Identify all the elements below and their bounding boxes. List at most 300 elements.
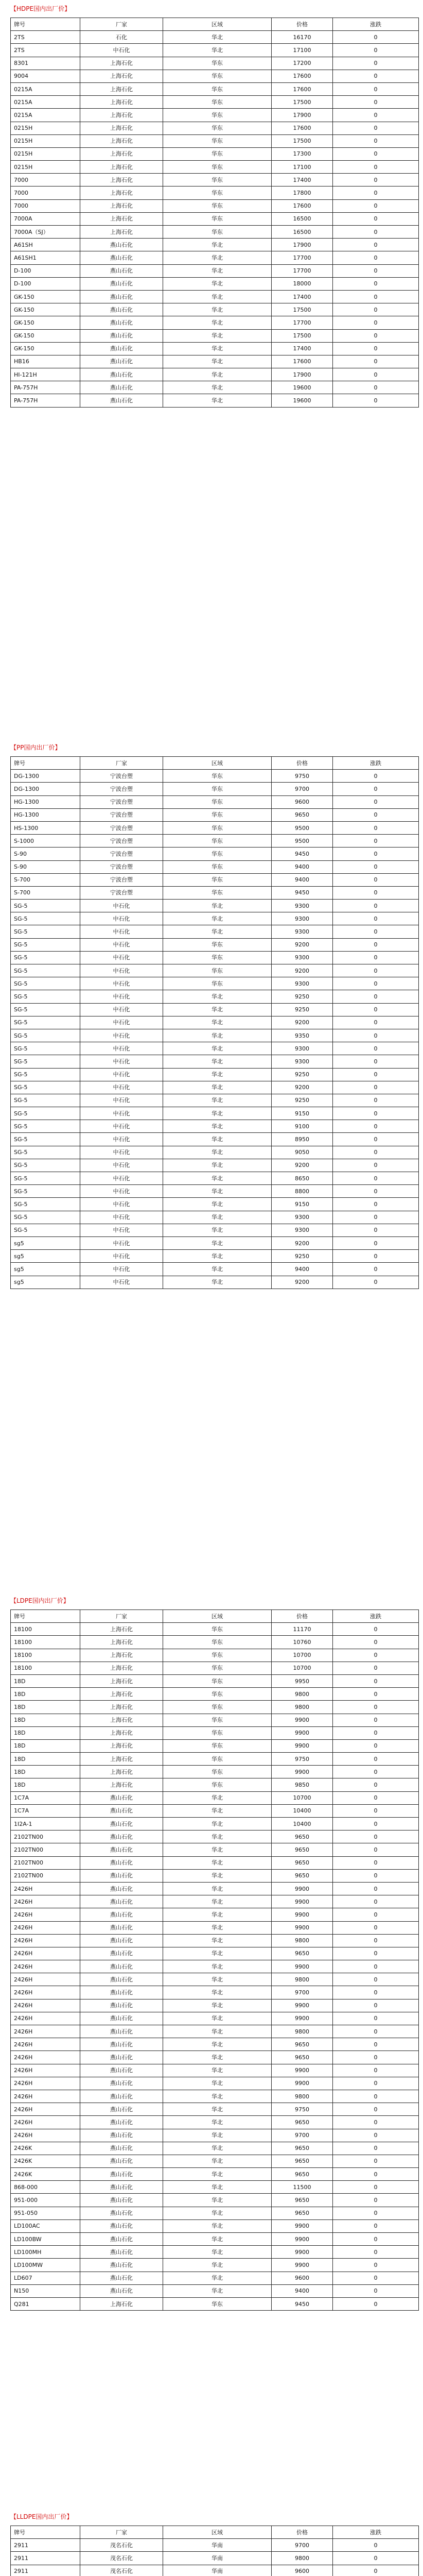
factory-cell: 燕山石化: [80, 303, 163, 316]
change-cell: 0: [333, 2565, 419, 2576]
price-cell: 8650: [272, 1172, 333, 1185]
table-row: [11, 2233, 419, 2246]
factory-cell: 上海石化: [80, 161, 163, 174]
price-cell: 9900: [272, 1739, 333, 1752]
table-row: [11, 835, 419, 848]
region-cell: 华北: [163, 2272, 272, 2284]
price-cell: 9400: [272, 873, 333, 886]
price-cell: 9200: [272, 964, 333, 977]
price-cell: 17500: [272, 134, 333, 147]
price-cell: 9300: [272, 1224, 333, 1236]
factory-cell: 燕山石化: [80, 1908, 163, 1921]
change-cell: 0: [333, 226, 419, 239]
region-cell: 华东: [163, 70, 272, 82]
table-row: [11, 1159, 419, 1172]
table-header-row: [11, 1610, 419, 1623]
region-cell: 华北: [163, 1029, 272, 1042]
table-row: [11, 1107, 419, 1120]
change-cell: 0: [333, 1636, 419, 1649]
table-row: [11, 2155, 419, 2167]
factory-cell: 上海石化: [80, 1739, 163, 1752]
change-cell: 0: [333, 2142, 419, 2155]
factory-cell: 上海石化: [80, 1726, 163, 1739]
grade-cell: 0215H: [11, 147, 80, 160]
grade-cell: 951-000: [11, 2194, 80, 2207]
header-grade: 牌号: [11, 2526, 80, 2539]
price-cell: 9650: [272, 2142, 333, 2155]
table-row: [11, 109, 419, 122]
change-cell: 0: [333, 31, 419, 44]
price-cell: 9900: [272, 1726, 333, 1739]
table-row: [11, 161, 419, 174]
change-cell: 0: [333, 795, 419, 808]
header-region: 区域: [163, 1610, 272, 1623]
grade-cell: 0215H: [11, 134, 80, 147]
factory-cell: 上海石化: [80, 226, 163, 239]
factory-cell: 上海石化: [80, 109, 163, 122]
region-cell: 华北: [163, 264, 272, 277]
table-row: [11, 964, 419, 977]
table-row: [11, 1986, 419, 1999]
price-cell: 10700: [272, 1662, 333, 1674]
table-row: [11, 848, 419, 860]
factory-cell: 燕山石化: [80, 2064, 163, 2077]
region-cell: 华东: [163, 860, 272, 873]
change-cell: 0: [333, 1753, 419, 1766]
price-cell: 9650: [272, 2038, 333, 2051]
region-cell: 华东: [163, 1778, 272, 1791]
change-cell: 0: [333, 2272, 419, 2284]
change-cell: 0: [333, 1068, 419, 1081]
table-row: [11, 977, 419, 990]
region-cell: 华北: [163, 1831, 272, 1843]
table-row: [11, 925, 419, 938]
factory-cell: 宁波台塑: [80, 873, 163, 886]
table-row: [11, 2064, 419, 2077]
factory-cell: 燕山石化: [80, 1869, 163, 1882]
region-cell: 华东: [163, 147, 272, 160]
grade-cell: sg5: [11, 1236, 80, 1249]
grade-cell: 18D: [11, 1701, 80, 1714]
region-cell: 华北: [163, 1882, 272, 1895]
change-cell: 0: [333, 70, 419, 82]
price-cell: 9900: [272, 1766, 333, 1778]
region-cell: 华东: [163, 795, 272, 808]
header-factory: 厂家: [80, 757, 163, 770]
factory-cell: 燕山石化: [80, 1973, 163, 1986]
grade-cell: GK-150: [11, 303, 80, 316]
table-row: [11, 1211, 419, 1224]
factory-cell: 上海石化: [80, 96, 163, 109]
change-cell: 0: [333, 1739, 419, 1752]
factory-cell: 中石化: [80, 938, 163, 951]
table-row: [11, 886, 419, 899]
table-row: [11, 1791, 419, 1804]
region-cell: 华北: [163, 2064, 272, 2077]
grade-cell: 2TS: [11, 44, 80, 57]
region-cell: 华北: [163, 1973, 272, 1986]
price-cell: 9250: [272, 990, 333, 1003]
region-cell: 华东: [163, 1636, 272, 1649]
table-row: [11, 1055, 419, 1068]
change-cell: 0: [333, 381, 419, 394]
region-cell: 华东: [163, 1688, 272, 1701]
change-cell: 0: [333, 1649, 419, 1662]
grade-cell: GK-150: [11, 342, 80, 355]
price-cell: 9400: [272, 2284, 333, 2297]
region-cell: 华北: [163, 1120, 272, 1133]
change-cell: 0: [333, 82, 419, 95]
change-cell: 0: [333, 1947, 419, 1960]
table-row: [11, 1753, 419, 1766]
grade-cell: SG-5: [11, 1211, 80, 1224]
table-row: [11, 1133, 419, 1146]
table-header-row: [11, 757, 419, 770]
grade-cell: 951-050: [11, 2207, 80, 2219]
region-cell: 华东: [163, 873, 272, 886]
change-cell: 0: [333, 1094, 419, 1107]
section-title: 【LLDPE国内出厂价】: [10, 2513, 73, 2520]
grade-cell: sg5: [11, 1276, 80, 1289]
region-cell: 华北: [163, 1999, 272, 2012]
table-row: [11, 303, 419, 316]
price-cell: 9250: [272, 1068, 333, 1081]
grade-cell: GK-150: [11, 316, 80, 329]
factory-cell: 燕山石化: [80, 2090, 163, 2103]
change-cell: 0: [333, 174, 419, 187]
factory-cell: 燕山石化: [80, 2168, 163, 2181]
price-cell: 9100: [272, 1120, 333, 1133]
price-cell: 17900: [272, 109, 333, 122]
grade-cell: SG-5: [11, 1185, 80, 1198]
region-cell: 华东: [163, 134, 272, 147]
table-row: [11, 2181, 419, 2194]
table-row: [11, 277, 419, 290]
factory-cell: 宁波台塑: [80, 770, 163, 783]
region-cell: 华北: [163, 2077, 272, 2090]
factory-cell: 茂名石化: [80, 2565, 163, 2576]
change-cell: 0: [333, 1843, 419, 1856]
header-region: 区域: [163, 18, 272, 31]
change-cell: 0: [333, 1766, 419, 1778]
change-cell: 0: [333, 912, 419, 925]
grade-cell: 2426H: [11, 2051, 80, 2064]
table-row: [11, 1662, 419, 1674]
factory-cell: 燕山石化: [80, 329, 163, 342]
factory-cell: 中石化: [80, 977, 163, 990]
price-cell: 9650: [272, 2116, 333, 2129]
region-cell: 华北: [163, 2051, 272, 2064]
header-change: 涨跌: [333, 757, 419, 770]
price-cell: 9900: [272, 1714, 333, 1726]
grade-cell: 18D: [11, 1674, 80, 1687]
region-cell: 华北: [163, 1250, 272, 1263]
factory-cell: 上海石化: [80, 199, 163, 212]
region-cell: 华北: [163, 1016, 272, 1029]
region-cell: 华北: [163, 1856, 272, 1869]
region-cell: 华北: [163, 2155, 272, 2167]
change-cell: 0: [333, 1120, 419, 1133]
factory-cell: 燕山石化: [80, 2025, 163, 2038]
region-cell: 华东: [163, 122, 272, 134]
price-cell: 16170: [272, 31, 333, 44]
region-cell: 华北: [163, 2090, 272, 2103]
factory-cell: 燕山石化: [80, 239, 163, 251]
factory-cell: 中石化: [80, 1068, 163, 1081]
grade-cell: 18D: [11, 1688, 80, 1701]
grade-cell: 2426H: [11, 1895, 80, 1908]
region-cell: 华东: [163, 770, 272, 783]
region-cell: 华东: [163, 187, 272, 199]
region-cell: 华北: [163, 2142, 272, 2155]
price-cell: 17600: [272, 70, 333, 82]
price-cell: 8950: [272, 1133, 333, 1146]
region-cell: 华南: [163, 2552, 272, 2565]
grade-cell: SG-5: [11, 1003, 80, 1016]
factory-cell: 中石化: [80, 1107, 163, 1120]
grade-cell: HG-1300: [11, 808, 80, 821]
header-change: 涨跌: [333, 2526, 419, 2539]
header-region: 区域: [163, 2526, 272, 2539]
change-cell: 0: [333, 1674, 419, 1687]
table-row: [11, 951, 419, 964]
region-cell: 华北: [163, 1818, 272, 1831]
table-row: [11, 1688, 419, 1701]
table-row: [11, 1198, 419, 1211]
table-row: [11, 860, 419, 873]
factory-cell: 燕山石化: [80, 2155, 163, 2167]
change-cell: 0: [333, 1003, 419, 1016]
factory-cell: 燕山石化: [80, 2129, 163, 2142]
factory-cell: 上海石化: [80, 1701, 163, 1714]
change-cell: 0: [333, 951, 419, 964]
region-cell: 华北: [163, 1869, 272, 1882]
price-cell: 9250: [272, 1250, 333, 1263]
price-cell: 17100: [272, 44, 333, 57]
factory-cell: 宁波台塑: [80, 808, 163, 821]
grade-cell: S-700: [11, 873, 80, 886]
grade-cell: 2102TN00: [11, 1843, 80, 1856]
price-cell: 9450: [272, 848, 333, 860]
region-cell: 华东: [163, 1714, 272, 1726]
grade-cell: SG-5: [11, 1029, 80, 1042]
table-row: [11, 2051, 419, 2064]
change-cell: 0: [333, 2103, 419, 2116]
change-cell: 0: [333, 1714, 419, 1726]
factory-cell: 燕山石化: [80, 2142, 163, 2155]
region-cell: 华东: [163, 57, 272, 70]
change-cell: 0: [333, 1856, 419, 1869]
grade-cell: GK-150: [11, 329, 80, 342]
grade-cell: 0215A: [11, 96, 80, 109]
region-cell: 华南: [163, 2539, 272, 2552]
region-cell: 华东: [163, 109, 272, 122]
grade-cell: SG-5: [11, 951, 80, 964]
region-cell: 华东: [163, 977, 272, 990]
factory-cell: 燕山石化: [80, 342, 163, 355]
grade-cell: SG-5: [11, 1042, 80, 1055]
factory-cell: 燕山石化: [80, 2051, 163, 2064]
region-cell: 华东: [163, 199, 272, 212]
table-row: [11, 264, 419, 277]
region-cell: 华东: [163, 1649, 272, 1662]
region-cell: 华北: [163, 912, 272, 925]
change-cell: 0: [333, 303, 419, 316]
change-cell: 0: [333, 1236, 419, 1249]
region-cell: 华北: [163, 329, 272, 342]
region-cell: 华北: [163, 990, 272, 1003]
price-cell: 19600: [272, 394, 333, 407]
price-cell: 9650: [272, 2155, 333, 2167]
region-cell: 华北: [163, 1934, 272, 1947]
change-cell: 0: [333, 355, 419, 368]
region-cell: 华北: [163, 1804, 272, 1817]
change-cell: 0: [333, 848, 419, 860]
change-cell: 0: [333, 96, 419, 109]
factory-cell: 中石化: [80, 1224, 163, 1236]
price-cell: 9350: [272, 1029, 333, 1042]
price-cell: 9650: [272, 1869, 333, 1882]
table-row: [11, 82, 419, 95]
region-cell: 华东: [163, 174, 272, 187]
factory-cell: 上海石化: [80, 1714, 163, 1726]
grade-cell: LD100MH: [11, 2246, 80, 2259]
table-row: [11, 2272, 419, 2284]
region-cell: 华北: [163, 1172, 272, 1185]
price-cell: 17800: [272, 187, 333, 199]
grade-cell: 2TS: [11, 31, 80, 44]
factory-cell: 燕山石化: [80, 277, 163, 290]
region-cell: 华北: [163, 368, 272, 381]
table-row: [11, 316, 419, 329]
price-cell: 9250: [272, 1003, 333, 1016]
price-cell: 9900: [272, 1882, 333, 1895]
change-cell: 0: [333, 2012, 419, 2025]
price-cell: 9800: [272, 1701, 333, 1714]
price-cell: 9650: [272, 2194, 333, 2207]
factory-cell: 上海石化: [80, 2297, 163, 2310]
region-cell: 华北: [163, 2103, 272, 2116]
change-cell: 0: [333, 1791, 419, 1804]
grade-cell: D-100: [11, 277, 80, 290]
grade-cell: 2426H: [11, 1986, 80, 1999]
price-cell: 9800: [272, 1934, 333, 1947]
grade-cell: DG-1300: [11, 770, 80, 783]
grade-cell: 2426H: [11, 1947, 80, 1960]
price-cell: 11170: [272, 1623, 333, 1636]
price-cell: 8800: [272, 1185, 333, 1198]
table-row: [11, 2025, 419, 2038]
price-cell: 9650: [272, 808, 333, 821]
price-cell: 17600: [272, 199, 333, 212]
header-price: 价格: [272, 2526, 333, 2539]
factory-cell: 燕山石化: [80, 1895, 163, 1908]
price-cell: 9900: [272, 1960, 333, 1973]
grade-cell: 2426H: [11, 2012, 80, 2025]
change-cell: 0: [333, 1029, 419, 1042]
region-cell: 华东: [163, 96, 272, 109]
price-cell: 9650: [272, 1831, 333, 1843]
region-cell: 华北: [163, 2012, 272, 2025]
region-cell: 华北: [163, 2129, 272, 2142]
region-cell: 华北: [163, 2168, 272, 2181]
price-cell: 9900: [272, 2219, 333, 2232]
change-cell: 0: [333, 900, 419, 912]
grade-cell: SG-5: [11, 1016, 80, 1029]
header-price: 价格: [272, 18, 333, 31]
grade-cell: 0215A: [11, 109, 80, 122]
change-cell: 0: [333, 2284, 419, 2297]
grade-cell: D-100: [11, 264, 80, 277]
change-cell: 0: [333, 1934, 419, 1947]
factory-cell: 上海石化: [80, 134, 163, 147]
table-row: [11, 394, 419, 407]
grade-cell: SG-5: [11, 1198, 80, 1211]
region-cell: 华南: [163, 2565, 272, 2576]
change-cell: 0: [333, 1250, 419, 1263]
table-row: [11, 1674, 419, 1687]
price-cell: 9300: [272, 977, 333, 990]
table-row: [11, 1649, 419, 1662]
factory-cell: 燕山石化: [80, 2103, 163, 2116]
price-cell: 9650: [272, 2051, 333, 2064]
region-cell: 华北: [163, 277, 272, 290]
factory-cell: 宁波台塑: [80, 848, 163, 860]
price-cell: 9800: [272, 1973, 333, 1986]
header-factory: 厂家: [80, 2526, 163, 2539]
change-cell: 0: [333, 1623, 419, 1636]
table-row: [11, 2284, 419, 2297]
change-cell: 0: [333, 1198, 419, 1211]
grade-cell: A61SH1: [11, 251, 80, 264]
grade-cell: SG-5: [11, 1107, 80, 1120]
factory-cell: 中石化: [80, 1211, 163, 1224]
table-row: [11, 381, 419, 394]
region-cell: 华北: [163, 1146, 272, 1159]
factory-cell: 燕山石化: [80, 355, 163, 368]
table-row: [11, 1934, 419, 1947]
table-header-row: [11, 18, 419, 31]
grade-cell: SG-5: [11, 1133, 80, 1146]
factory-cell: 燕山石化: [80, 290, 163, 303]
change-cell: 0: [333, 2051, 419, 2064]
change-cell: 0: [333, 1688, 419, 1701]
change-cell: 0: [333, 212, 419, 225]
header-grade: 牌号: [11, 1610, 80, 1623]
factory-cell: 上海石化: [80, 70, 163, 82]
factory-cell: 宁波台塑: [80, 886, 163, 899]
grade-cell: S-1000: [11, 835, 80, 848]
region-cell: 华北: [163, 1094, 272, 1107]
grade-cell: 18100: [11, 1636, 80, 1649]
region-cell: 华北: [163, 1236, 272, 1249]
change-cell: 0: [333, 277, 419, 290]
price-cell: 9300: [272, 912, 333, 925]
price-cell: 9700: [272, 783, 333, 795]
grade-cell: LD100BW: [11, 2233, 80, 2246]
grade-cell: 2426H: [11, 1999, 80, 2012]
header-change: 涨跌: [333, 1610, 419, 1623]
table-row: [11, 1276, 419, 1289]
grade-cell: 2426H: [11, 1960, 80, 1973]
grade-cell: sg5: [11, 1263, 80, 1276]
grade-cell: 2426H: [11, 2103, 80, 2116]
change-cell: 0: [333, 316, 419, 329]
factory-cell: 燕山石化: [80, 2038, 163, 2051]
price-cell: 10700: [272, 1791, 333, 1804]
table-row: [11, 1236, 419, 1249]
table-row: [11, 2077, 419, 2090]
